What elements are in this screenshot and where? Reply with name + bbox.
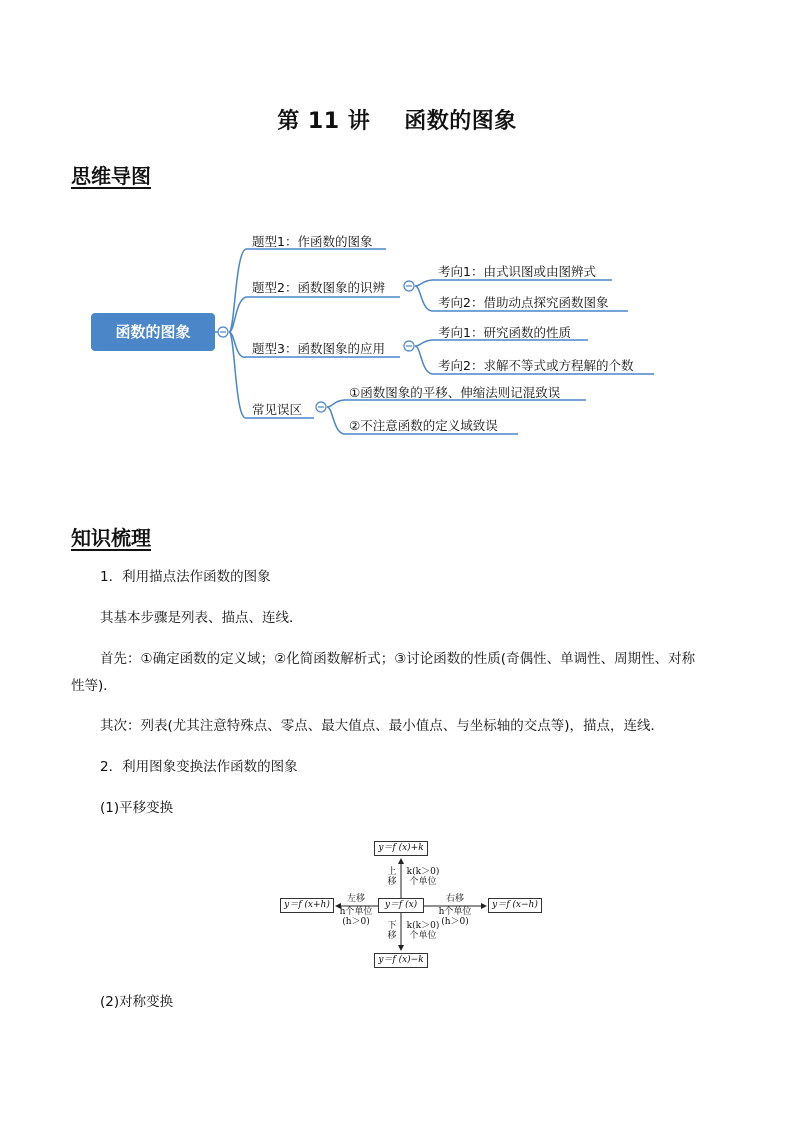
leaf-pitfall-1: ①函数图象的平移、伸缩法则记混致误 [349,385,561,400]
section-knowledge-heading: 知识梳理 [71,526,151,550]
label-right: 右移 h个单位 (h＞0) [438,894,472,927]
label-up-amount: k(k＞0) 个单位 [406,867,440,887]
paragraph-first-line2: 性等)． [71,678,117,694]
box-shift-up: y＝f (x)+k [374,841,428,856]
label-left: 左移 h个单位 (h＞0) [339,894,373,927]
box-original: y＝f (x) [378,898,424,913]
label-down-amount: k(k＞0) 个单位 [406,921,440,941]
mindmap-root: 函数的图象 [91,313,215,351]
box-shift-down: y＝f (x)−k [374,953,428,968]
paragraph-first-line1: 首先：①确定函数的定义域；②化简函数解析式；③讨论函数的性质(奇偶性、单调性、周期性、对称 [100,651,696,667]
leaf-type3-1: 考向1：研究函数的性质 [438,325,571,340]
paragraph-steps: 其基本步骤是列表、描点、连线． [100,610,303,626]
paragraph-second: 其次：列表(尤其注意特殊点、零点、最大值点、最小值点、与坐标轴的交点等)，描点，连线． [100,718,665,734]
label-down-dir: 下 移 [387,921,397,941]
branch-type3: 题型3：函数图象的应用 [252,341,385,356]
heading-transform: 2．利用图象变换法作函数的图象 [100,759,298,775]
branch-type1: 题型1：作函数的图象 [252,234,373,249]
leaf-pitfall-2: ②不注意函数的定义域致误 [349,418,498,433]
box-shift-right: y＝f (x−h) [488,898,542,913]
section-mindmap-heading: 思维导图 [71,164,151,188]
branch-pitfalls: 常见误区 [252,402,303,417]
lecture-number: 第 11 讲 [277,109,371,134]
branch-type2: 题型2：函数图象的识辨 [252,280,385,295]
box-shift-left: y＝f (x+h) [280,898,334,913]
heading-point-plotting: 1．利用描点法作函数的图象 [100,569,271,585]
subheading-translation: (1)平移变换 [100,800,174,816]
leaf-type2-1: 考向1：由式识图或由图辨式 [438,264,596,279]
lecture-name: 函数的图象 [404,109,517,134]
leaf-type3-2: 考向2：求解不等式或方程解的个数 [438,358,634,373]
leaf-type2-2: 考向2：借助动点探究函数图象 [438,295,609,310]
label-up-dir: 上 移 [387,867,397,887]
subheading-symmetry: (2)对称变换 [100,994,174,1010]
